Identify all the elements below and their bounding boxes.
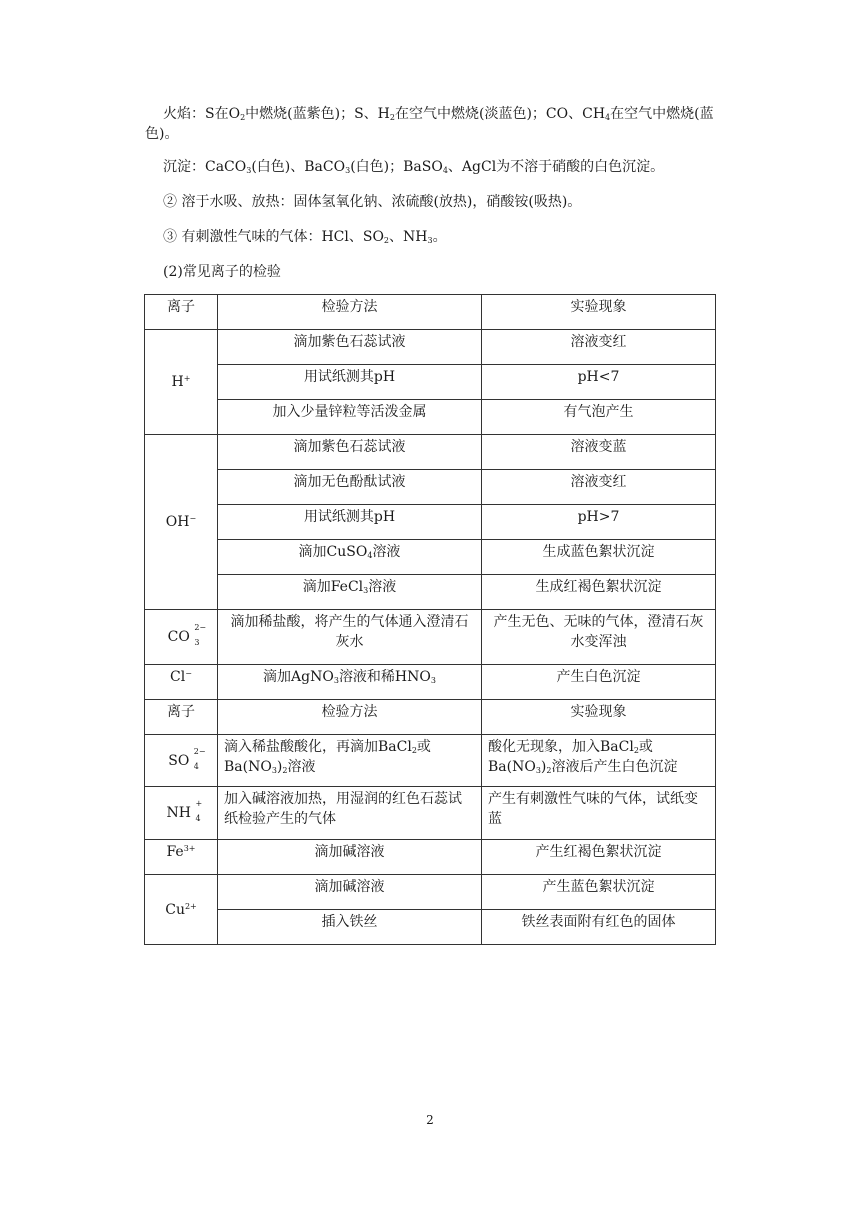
method-cell: 插入铁丝 [218,910,482,945]
paragraph-precipitate: 沉淀：CaCO$_3$(白色)、BaCO$_3$(白色)；BaSO$_4$、AgCl为不溶于硝酸的白色沉淀。 [163,159,665,175]
phenomenon-cell: 产生有刺激性气味的气体，试纸变蓝 [482,787,716,840]
method-cell: 滴加CuSO$_4$溶液 [218,540,482,575]
phenomenon-cell: 产生蓝色絮状沉淀 [482,875,716,910]
method-cell: 滴加无色酚酞试液 [218,470,482,505]
method-cell: 滴加紫色石蕊试液 [218,435,482,470]
ion-cell-oh: OH− [145,435,218,610]
table-row [145,875,716,910]
method-cell: 滴加稀盐酸，将产生的气体通入澄清石灰水 [218,610,482,665]
method-cell: 加入少量锌粒等活泼金属 [218,400,482,435]
paragraph-flame: 火焰：S在$O_2$中燃烧(蓝紫色)；S、$H_2$在空气中燃烧(淡蓝色)；CO、$CH_4$在空气中燃烧(蓝色)。 [145,106,714,142]
ion-cell-co3: CO 2− 3 [145,610,218,665]
table-header-row [145,700,716,735]
phenomenon-cell: 溶液变红 [482,330,716,365]
method-cell: 滴加FeCl$_3$溶液 [218,575,482,610]
header-ion: 离子 [145,295,218,330]
method-cell: 滴加碱溶液 [218,840,482,875]
header-phenomenon: 实验现象 [482,295,716,330]
ion-cell-fe: $Fe^{3+}$ [145,840,218,875]
header-method: 检验方法 [218,295,482,330]
phenomenon-cell: 产生无色、无味的气体，澄清石灰水变浑浊 [482,610,716,665]
phenomenon-cell: pH<7 [482,365,716,400]
ion-cell-so4: SO 2− 4 [145,735,218,787]
method-cell: 滴入稀盐酸酸化，再滴加BaCl$_2$或$Ba(NO_3)_2$溶液 [218,735,482,787]
table-row [145,400,716,435]
table-row [145,470,716,505]
method-cell: 用试纸测其pH [218,365,482,400]
header-ion: 离子 [145,700,218,735]
table-row [145,505,716,540]
paragraph-heat: ② 溶于水吸、放热：固体氢氧化钠、浓硫酸(放热)，硝酸铵(吸热)。 [163,194,582,210]
ion-test-table [144,294,716,945]
method-cell: 滴加紫色石蕊试液 [218,330,482,365]
table-row [145,735,716,787]
method-cell: 用试纸测其pH [218,505,482,540]
ion-cell-nh4: NH + 4 [145,787,218,840]
phenomenon-cell: pH>7 [482,505,716,540]
table-row [145,330,716,365]
method-cell: 加入碱溶液加热，用湿润的红色石蕊试纸检验产生的气体 [218,787,482,840]
phenomenon-cell: 有气泡产生 [482,400,716,435]
phenomenon-cell: 生成红褐色絮状沉淀 [482,575,716,610]
ion-cell-cu: $Cu^{2+}$ [145,875,218,945]
table-row [145,910,716,945]
phenomenon-cell: 产生白色沉淀 [482,665,716,700]
section-heading: (2)常见离子的检验 [163,264,281,280]
method-cell: 滴加AgNO$_3$溶液和稀$HNO_3$ [218,665,482,700]
ion-cell-h: H+ [145,330,218,435]
page-number: 2 [426,1113,434,1127]
table-header-row [145,295,716,330]
table-row [145,840,716,875]
table-row [145,540,716,575]
paragraph-gas: ③ 有刺激性气味的气体：HCl、$SO_2$、$NH_3$。 [163,229,447,245]
phenomenon-cell: 铁丝表面附有红色的固体 [482,910,716,945]
phenomenon-cell: 溶液变红 [482,470,716,505]
header-method: 检验方法 [218,700,482,735]
phenomenon-cell: 生成蓝色絮状沉淀 [482,540,716,575]
table-row [145,665,716,700]
phenomenon-cell: 溶液变蓝 [482,435,716,470]
method-cell: 滴加碱溶液 [218,875,482,910]
ion-cell-cl: Cl− [145,665,218,700]
phenomenon-cell: 产生红褐色絮状沉淀 [482,840,716,875]
header-phenomenon: 实验现象 [482,700,716,735]
table-row [145,365,716,400]
table-row [145,787,716,840]
table-row [145,575,716,610]
phenomenon-cell: 酸化无现象，加入BaCl$_2$或$Ba(NO_3)_2$溶液后产生白色沉淀 [482,735,716,787]
table-row [145,610,716,665]
table-row [145,435,716,470]
